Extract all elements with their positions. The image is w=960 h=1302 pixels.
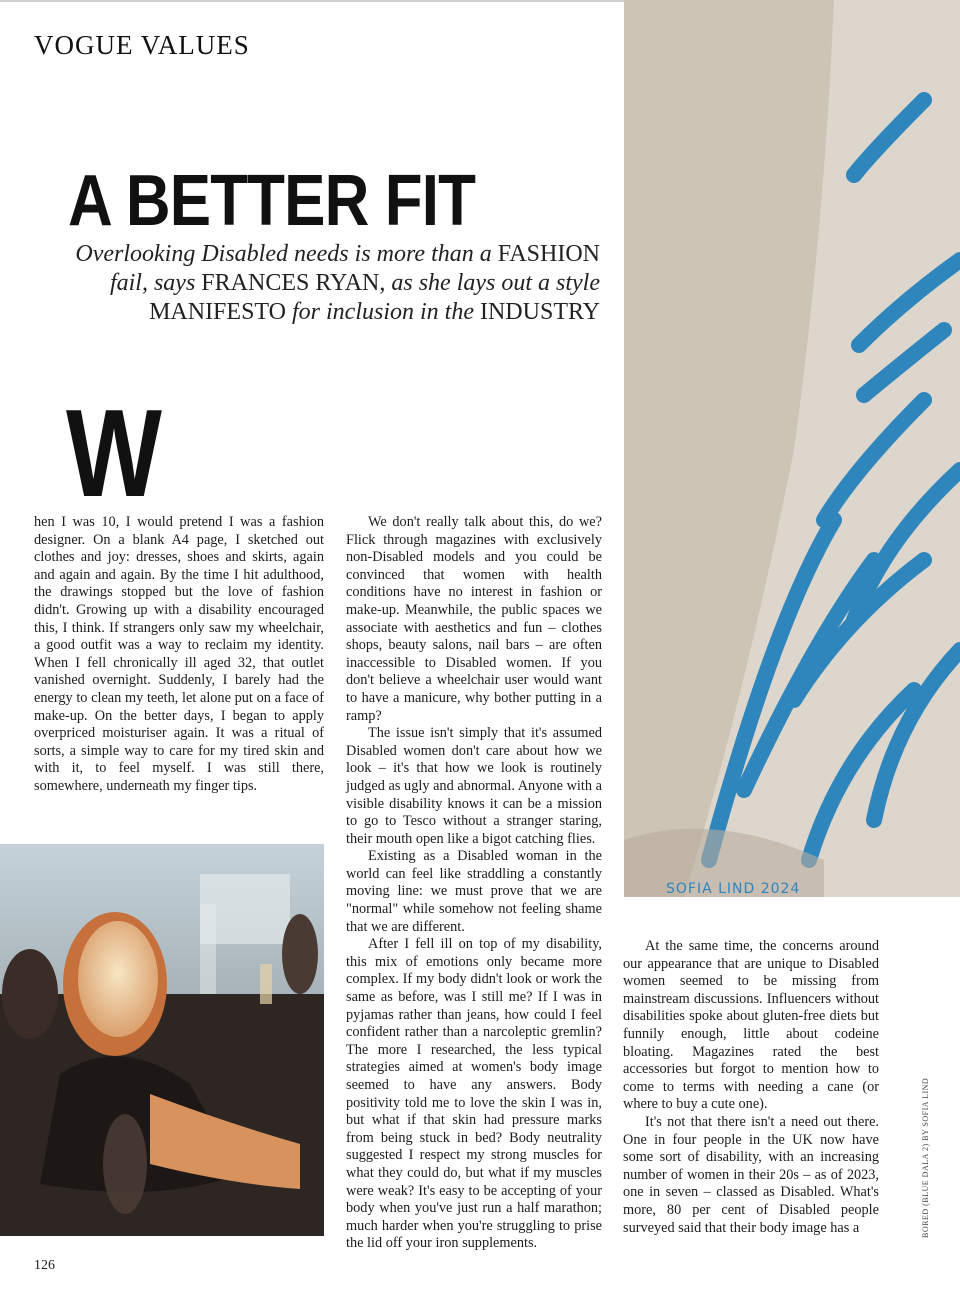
paragraph: It's not that there isn't a need out there. One in four people in the UK now have some sort of disability, with an increasing number of women in their 20s – as of 2023, one in seven – classed as Disabled. What's more, 80 per cent of Disabled people surveyed said that their body image has a xyxy=(623,1113,879,1236)
image-credit: BORED (BLUE DALA 2) BY SOFIA LIND xyxy=(921,1077,930,1238)
paragraph: The issue isn't simply that it's assumed Disabled women don't care about how we look – it's that how we look is routinely judged as ugly and abnormal. Anyone with a visible disability knows it can be a mission to go to Tesco without a stranger staring, their mouth open like a bigot catching flies. xyxy=(346,725,602,847)
paragraph: At the same time, the concerns around our appearance that are unique to Disabled women seemed to be missing from mainstream discussions. Influencers without disabilities spoke about gluten-free diets but funnily enough, little about codeine bloating. Magazines rated the best accessories but forgot to mention how to come to terms with needing a cane (or where to buy a cute one). xyxy=(623,938,879,1113)
standfirst-text: Overlooking Disabled needs is more than a xyxy=(75,241,492,267)
artwork-illustration xyxy=(624,0,960,897)
standfirst xyxy=(60,240,600,327)
standfirst-text: fail, says xyxy=(109,270,196,296)
paragraph: We don't really talk about this, do we? Flick through magazines with exclusively non-Disabled models and you could be convinced that women with health conditions have no interest in fashion or make-up. Meanwhile, the public spaces we associate with aesthetics and fun – clothes shops, beauty salons, nail bars – are often inaccessible to Disabled women. If you don't believe a wheelchair user would want to have a manicure, why bother putting in a ramp? xyxy=(346,514,602,724)
author-photo xyxy=(0,844,324,1236)
page-number: 126 xyxy=(34,1258,55,1273)
standfirst-text: as she lays out a style xyxy=(391,270,600,296)
headline: A BETTER FIT xyxy=(68,161,476,241)
section-label: VOGUE VALUES xyxy=(34,30,250,60)
paragraph: After I fell ill on top of my disability, this mix of emotions only became more complex. If my body didn't look or work the same as before, was I still me? If I was in pyjamas rather than jeans, how could I feel confident rather than a narcoleptic gremlin? The more I researched, the less typical strategies aimed at women's body image seemed to have any answers. Body positivity told me to love the skin I was in, but what if that skin had pressure marks from being stuck in bed? Body neutrality suggested I respect my strong muscles for what they could do, but what if my muscles were weak? It's easy to be accepting of your body when you've just run a half marathon; much harder when you're struggling to prise the lid off your iron supplements. xyxy=(346,936,602,1252)
striped-dress-artwork xyxy=(624,0,960,897)
standfirst-text: for inclusion in the xyxy=(291,299,474,325)
article-column-3 xyxy=(623,938,879,1237)
article-column-2 xyxy=(346,514,602,1253)
paragraph: hen I was 10, I would pretend I was a fashion designer. On a blank A4 page, I sketched out clothes and joy: dresses, shoes and skirts, again and again and again. By the time I hit adulthood, the drawings stopped but the love of fashion didn't. Growing up with a disability encouraged this, I think. If strangers only saw my wheelchair, a good outfit was a way to reclaim my identity. When I fell chronically ill aged 32, that outlet vanished overnight. Suddenly, I barely had the energy to clean my teeth, let alone put on a face of make-up. On the better days, I began to apply overpriced moisturiser again. It was a ritual of sorts, a simple way to care for my tired skin and with it, to feel myself. I was still there, somewhere, underneath my finger tips. xyxy=(34,514,324,794)
author-name: FRANCES RYAN, xyxy=(201,270,386,296)
drop-cap: W xyxy=(66,385,162,523)
article-column-1 xyxy=(34,514,324,796)
standfirst-caps: FASHION xyxy=(497,241,600,267)
paragraph: Existing as a Disabled woman in the world can feel like straddling a constantly moving line: we must prove that we are "normal" while somehow not feeling shame that we are different. xyxy=(346,848,602,935)
author-photo-illustration xyxy=(0,844,324,1236)
standfirst-caps: MANIFESTO xyxy=(149,299,286,325)
artwork-signature: SOFIA LIND 2024 xyxy=(666,881,801,897)
standfirst-caps: INDUSTRY xyxy=(479,299,600,325)
